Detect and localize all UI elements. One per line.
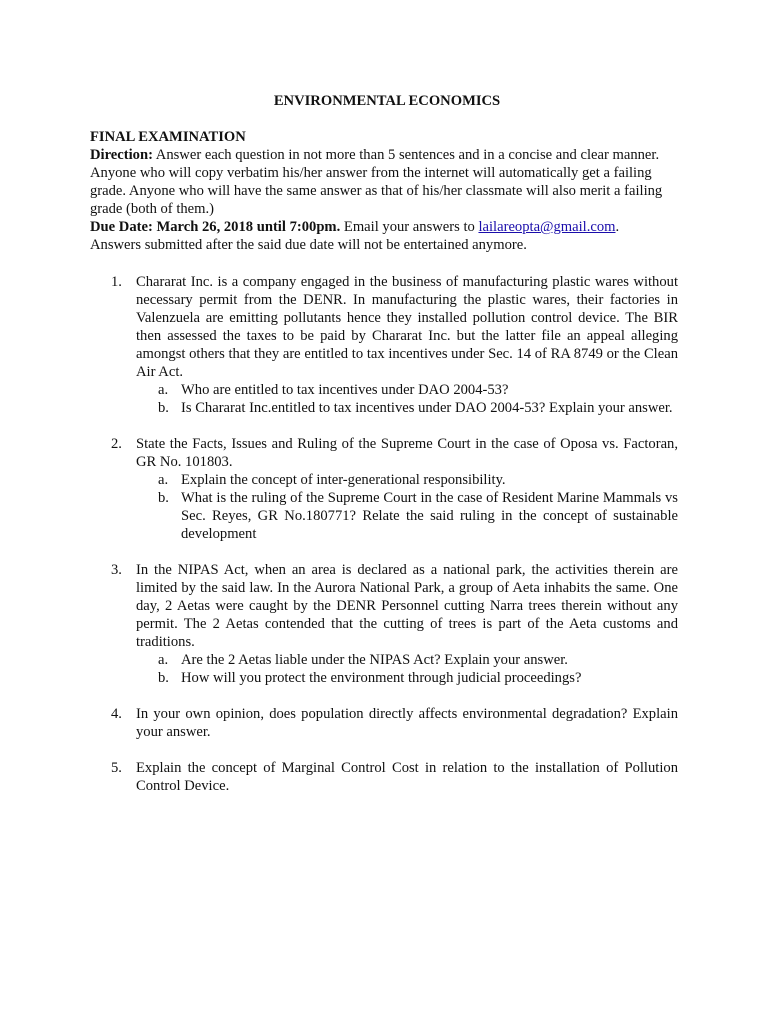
due-date-text: Email your answers to <box>340 219 479 235</box>
due-date-end: . <box>615 219 620 235</box>
sub-question-letter: b. <box>158 670 169 686</box>
question-text: State the Facts, Issues and Ruling of the Supreme Court in the case of Oposa vs. Factoran, GR No. 101803. <box>136 436 678 470</box>
sub-question <box>136 489 678 543</box>
sub-question-letter: a. <box>158 652 169 668</box>
question-list <box>90 273 678 795</box>
sub-question-letter: b. <box>158 400 169 416</box>
sub-question-letter: b. <box>158 490 169 506</box>
direction-paragraph <box>90 146 678 218</box>
late-submission-note: Answers submitted after the said due date will not be entertained anymore. <box>90 237 527 253</box>
question-5 <box>90 759 678 795</box>
exam-label: FINAL EXAMINATION <box>90 129 246 145</box>
document-page <box>90 92 678 813</box>
question-number: 2. <box>111 436 122 452</box>
sub-question <box>136 381 678 399</box>
question-text: In your own opinion, does population directly affects environmental degradation? Explain your answer. <box>136 706 678 740</box>
sub-question <box>136 471 678 489</box>
question-number: 3. <box>111 562 122 578</box>
sub-question-text: What is the ruling of the Supreme Court in the case of Resident Marine Mammals vs Sec. Reyes, GR No.180771? Relate the said ruling in the concept of sustainable development <box>181 490 678 542</box>
sub-question-text: Are the 2 Aetas liable under the NIPAS Act? Explain your answer. <box>181 652 568 668</box>
sub-question-text: Is Chararat Inc.entitled to tax incentives under DAO 2004-53? Explain your answer. <box>181 400 673 416</box>
sub-question <box>136 399 678 417</box>
sub-question-text: Who are entitled to tax incentives under DAO 2004-53? <box>181 382 509 398</box>
question-3 <box>90 561 678 687</box>
question-number: 4. <box>111 706 122 722</box>
sub-question-letter: a. <box>158 382 169 398</box>
exam-header <box>90 128 678 254</box>
sub-question <box>136 669 678 687</box>
due-date-label: Due Date: March 26, 2018 until 7:00pm. <box>90 219 341 235</box>
email-link[interactable]: lailareopta@gmail.com <box>478 219 616 235</box>
question-4 <box>90 705 678 741</box>
question-text: Chararat Inc. is a company engaged in the business of manufacturing plastic wares without necessary permit from the DENR. In manufacturing the plastic wares, their factories in Valenzuela are emitting pollutants hence they installed pollution control device. The BIR then assessed the taxes to be paid by Chararat Inc. but the latter file an appeal alleging amongst others that they are entitled to tax incentives under Sec. 14 of RA 8749 or the Clean Air Act. <box>136 274 678 380</box>
sub-question-text: Explain the concept of inter-generational responsibility. <box>181 472 506 488</box>
question-1 <box>90 273 678 417</box>
direction-label: Direction: <box>90 147 153 163</box>
question-number: 5. <box>111 760 122 776</box>
direction-text: Answer each question in not more than 5 sentences and in a concise and clear manner. Anyone who will copy verbatim his/her answer from the internet will automatically get a failing grade. Anyone who will have the same answer as that of his/her classmate will also merit a failing grade (both of them.) <box>90 147 663 217</box>
sub-question-text: How will you protect the environment through judicial proceedings? <box>181 670 582 686</box>
question-text: Explain the concept of Marginal Control Cost in relation to the installation of Pollution Control Device. <box>136 760 678 794</box>
question-2 <box>90 435 678 543</box>
sub-question-letter: a. <box>158 472 169 488</box>
sub-question <box>136 651 678 669</box>
question-number: 1. <box>111 274 122 290</box>
due-date-paragraph <box>90 218 678 254</box>
document-title: ENVIRONMENTAL ECONOMICS <box>273 93 501 109</box>
question-text: In the NIPAS Act, when an area is declared as a national park, the activities therein are limited by the said law. In the Aurora National Park, a group of Aeta inhabits the same. One day, 2 Aetas were caught by the DENR Personnel cutting Narra trees therein without any permit. The 2 Aetas contended that the cutting of trees is part of the Aeta customs and traditions. <box>136 562 678 650</box>
